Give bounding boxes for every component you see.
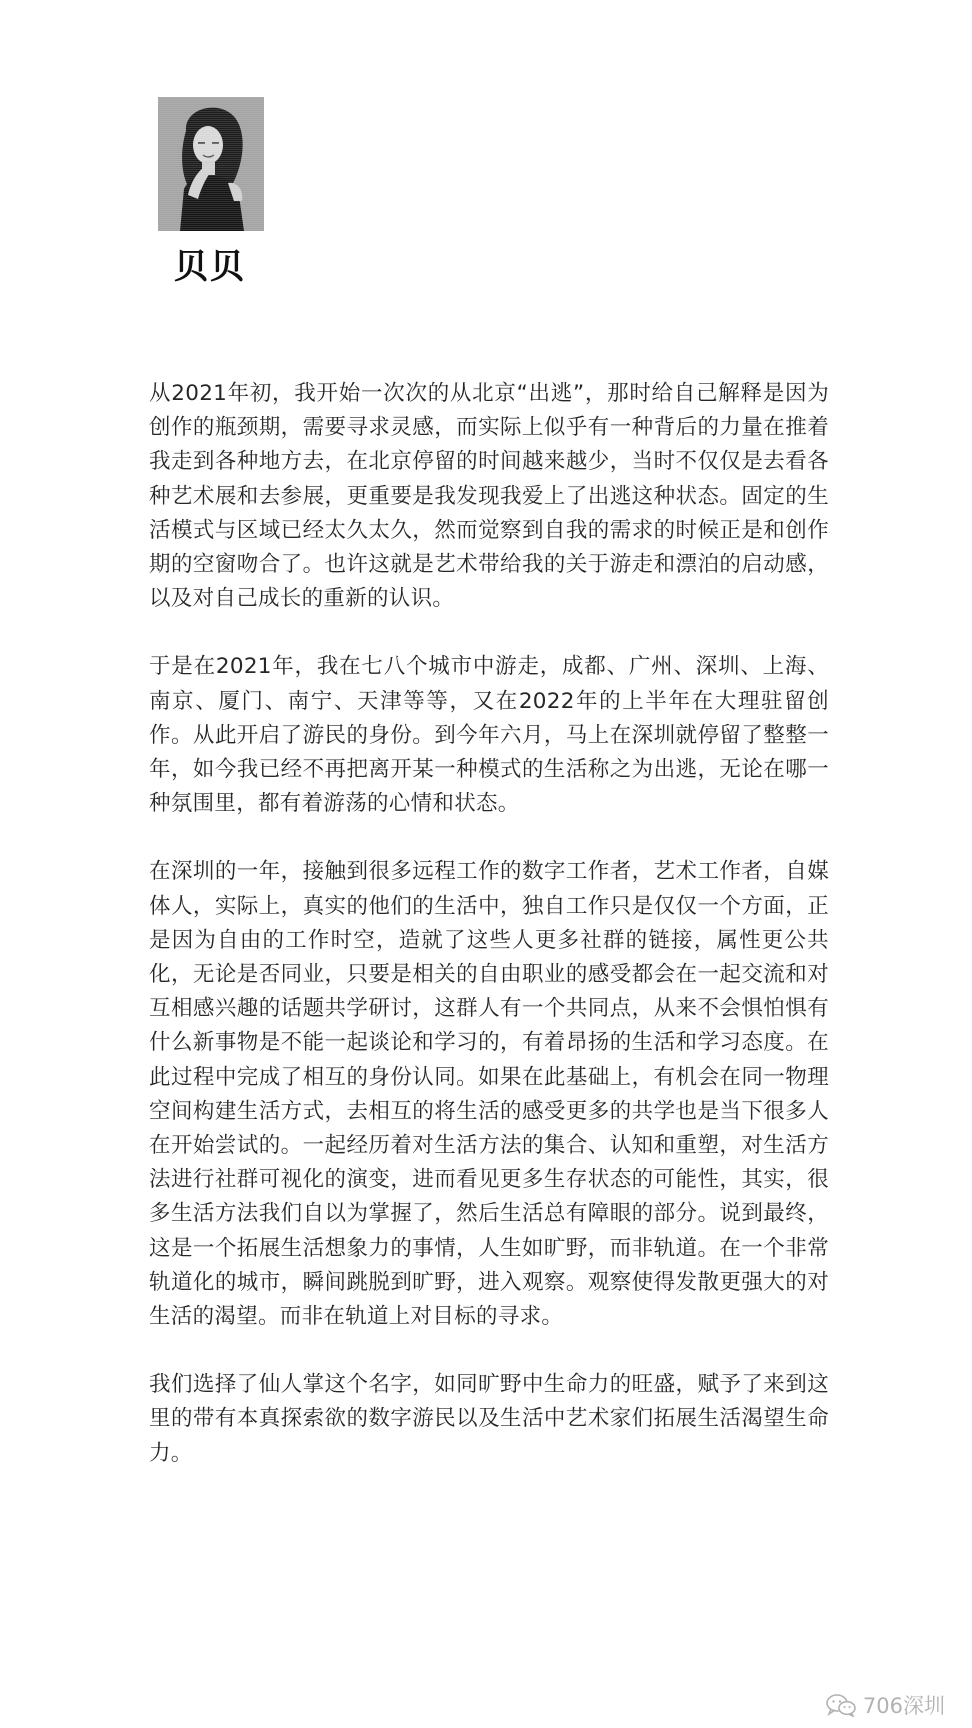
article-paragraph: 我们选择了仙人掌这个名字，如同旷野中生命力的旺盛，赋予了来到这里的带有本真探索欲的数字游民以及生活中艺术家们拓展生活渴望生命力。 (149, 1372, 829, 1466)
author-name: 贝贝 (174, 247, 246, 287)
article-body (149, 377, 829, 1505)
account-watermark (825, 1692, 945, 1718)
article-paragraph: 从2021年初，我开始一次次的从北京“出逃”，那时给自己解释是因为创作的瓶颈期，需要寻求灵感，而实际上似乎有一种背后的力量在推着我走到各种地方去，在北京停留的时间越来越少，当时不仅仅是去看各种艺术展和去参展，更重要是我发现我爱上了出逃这种状态。固定的生活模式与区域已经太久太久，然而觉察到自我的需求的时候正是和创作期的空窗吻合了。也许这就是艺术带给我的关于游走和漂泊的启动感，以及对自己成长的重新的认识。 (149, 381, 829, 612)
article-paragraph: 在深圳的一年，接触到很多远程工作的数字工作者，艺术工作者，自媒体人，实际上，真实的他们的生活中，独自工作只是仅仅一个方面，正是因为自由的工作时空，造就了这些人更多社群的链接，属性更公共化，无论是否同业，只要是相关的自由职业的感受都会在一起交流和对互相感兴趣的话题共学研讨，这群人有一个共同点，从来不会惧怕惧有什么新事物是不能一起谈论和学习的，有着昂扬的生活和学习态度。在此过程中完成了相互的身份认同。如果在此基础上，有机会在同一物理空间构建生活方式，去相互的将生活的感受更多的共学也是当下很多人在开始尝试的。一起经历着对生活方法的集合、认知和重塑，对生活方法进行社群可视化的演变，进而看见更多生存状态的可能性，其实，很多生活方法我们自以为掌握了，然后生活总有障眼的部分。说到最终，这是一个拓展生活想象力的事情，人生如旷野，而非轨道。在一个非常轨道化的城市，瞬间跳脱到旷野，进入观察。观察使得发散更强大的对生活的渴望。而非在轨道上对目标的寻求。 (149, 859, 829, 1330)
watermark-text: 706深圳 (862, 1694, 945, 1718)
wechat-icon (825, 1693, 857, 1717)
author-photo (158, 97, 264, 231)
author-portrait-image (158, 97, 264, 231)
article-paragraph: 于是在2021年，我在七八个城市中游走，成都、广州、深圳、上海、南京、厦门、南宁、天津等等，又在2022年的上半年在大理驻留创作。从此开启了游民的身份。到今年六月，马上在深圳就停留了整整一年，如今我已经不再把离开某一种模式的生活称之为出逃，无论在哪一种氛围里，都有着游荡的心情和状态。 (149, 654, 829, 817)
